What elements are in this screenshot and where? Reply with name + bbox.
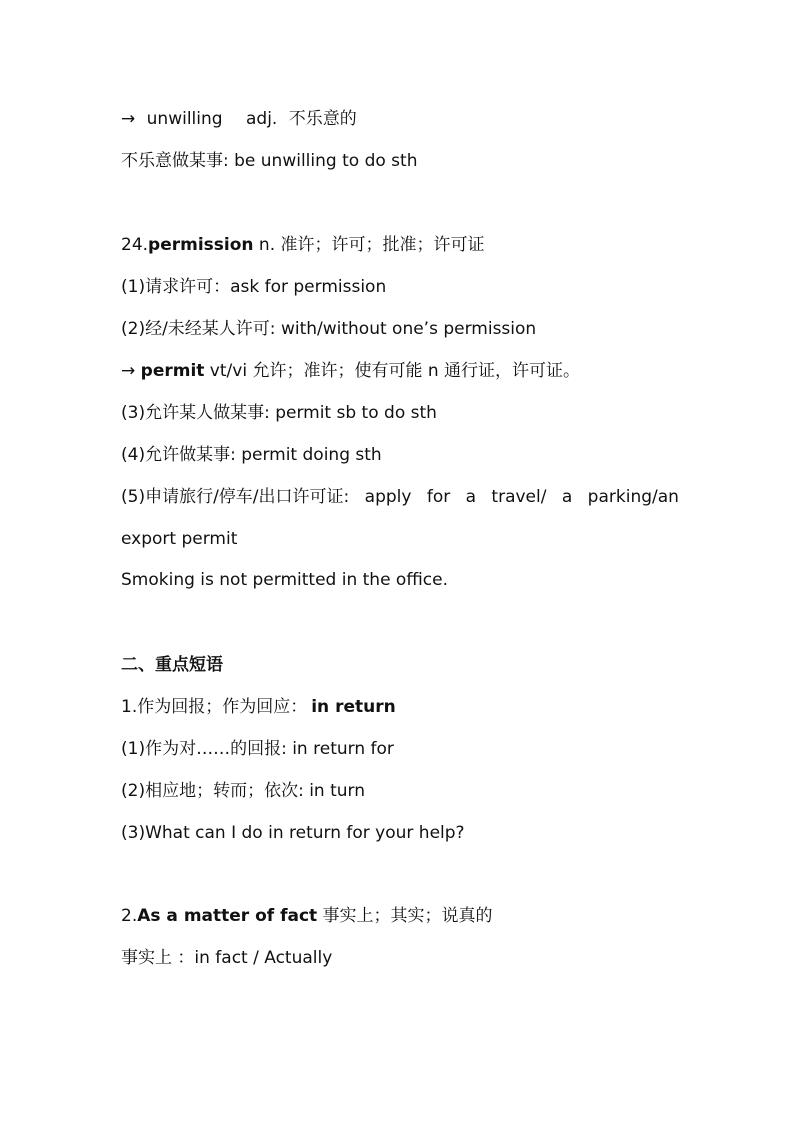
line-matter-of-fact	[121, 904, 493, 928]
phrase-part: a	[561, 487, 573, 507]
phrase-meaning: 1.作为回报；作为回应：	[121, 697, 308, 717]
arrow-icon: →	[121, 109, 136, 129]
headword-permit: permit	[140, 361, 205, 381]
line-export-permit: export permit	[121, 529, 238, 549]
arrow-icon: →	[121, 361, 141, 381]
line-unwilling-usage: 不乐意做某事: be unwilling to do sth	[121, 151, 418, 171]
phrase-part: (5)申请旅行/停车/出口许可证:	[121, 487, 350, 507]
line-unwilling	[121, 107, 357, 131]
line-example-help: (3)What can I do in return for your help?	[121, 823, 465, 843]
definition: 事实上；其实；说真的	[317, 906, 493, 926]
headword-unwilling: unwilling	[146, 109, 223, 129]
phrase-part: for	[426, 487, 451, 507]
section-heading: 二、重点短语	[121, 655, 223, 675]
entry-number: 24.	[121, 235, 149, 255]
phrase-in-return: in return	[311, 697, 396, 717]
phrase-part: a	[465, 487, 477, 507]
headword-permission: permission	[148, 235, 254, 255]
entry-number: 2.	[121, 906, 138, 926]
line-ask-permission: (1)请求许可：ask for permission	[121, 277, 387, 297]
line-in-return-for: (1)作为对……的回报: in return for	[121, 739, 394, 759]
line-apply-permit	[121, 485, 679, 509]
line-permit-sb: (3)允许某人做某事: permit sb to do sth	[121, 403, 437, 423]
line-in-return	[121, 695, 396, 719]
definition: n. 准许；许可；批准；许可证	[253, 235, 485, 255]
line-in-fact: 事实上 ：in fact / Actually	[121, 948, 333, 968]
definition: 不乐意的	[288, 109, 357, 129]
line-with-permission: (2)经/未经某人许可: with/without one’s permission	[121, 319, 537, 339]
part-of-speech: adj.	[245, 109, 278, 129]
definition: vt/vi 允许；准许；使有可能 n 通行证，许可证。	[204, 361, 581, 381]
phrase-as-a-matter-of-fact: As a matter of fact	[137, 906, 318, 926]
phrase-part: parking/an	[587, 487, 679, 507]
line-in-turn: (2)相应地；转而；依次: in turn	[121, 781, 366, 801]
line-example-smoking: Smoking is not permitted in the office.	[121, 570, 448, 590]
phrase-part: travel/	[491, 487, 547, 507]
line-permission-entry	[121, 233, 485, 257]
phrase-part: apply	[364, 487, 412, 507]
line-permit-doing: (4)允许做某事: permit doing sth	[121, 445, 382, 465]
line-permit-entry	[121, 359, 580, 383]
